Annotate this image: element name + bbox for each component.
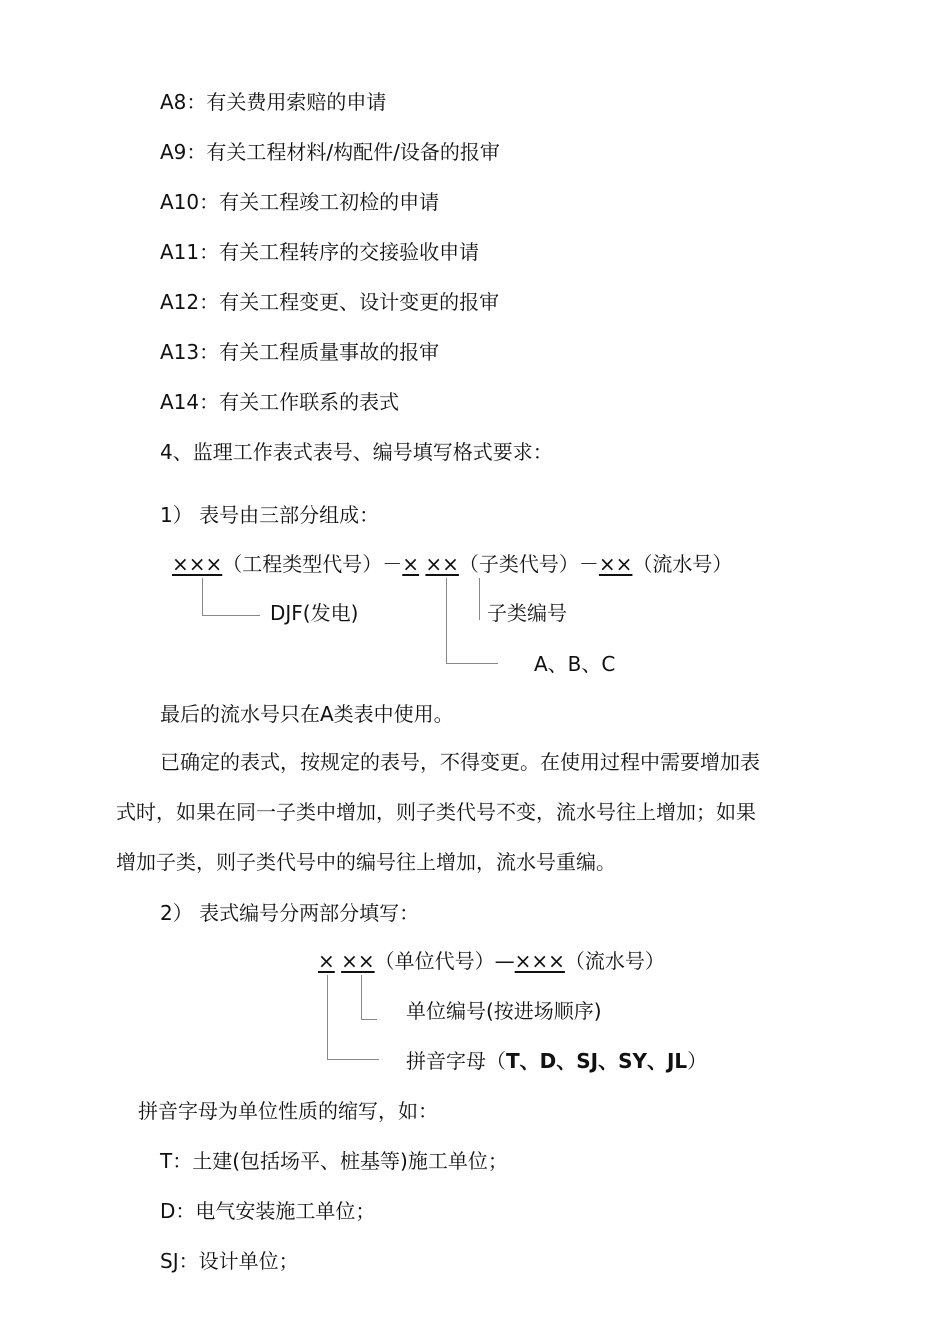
item-separator: ：	[178, 1249, 199, 1273]
list-item-sj	[160, 1248, 299, 1274]
type-code-placeholder: ×××	[172, 552, 223, 576]
annotation-pinyin-suffix: ）	[687, 1049, 708, 1073]
item-code: A14	[160, 390, 200, 414]
formula-dash: —	[494, 949, 515, 973]
formula-dash: －	[578, 552, 599, 576]
section-heading: 4、监理工作表式表号、编号填写格式要求：	[160, 440, 553, 464]
item-separator: ：	[172, 1149, 193, 1173]
serial-label: （流水号）	[632, 552, 733, 576]
list-item-a12	[160, 289, 499, 315]
annotation-abc: A、B、C	[534, 652, 616, 676]
item-code: A9	[160, 140, 187, 164]
item-code: A10	[160, 190, 200, 214]
list-item-a11	[160, 239, 479, 265]
connector-line	[327, 1059, 379, 1060]
item-text: 有关工程质量事故的报审	[219, 340, 440, 364]
connector-line	[202, 615, 260, 616]
serial-placeholder: ×××	[514, 949, 565, 973]
item-text: 土建(包括场平、桩基等)施工单位；	[192, 1149, 508, 1173]
form-number-formula	[318, 948, 665, 974]
item-separator: ：	[199, 340, 220, 364]
annotation-unit: 单位编号(按进场顺序)	[406, 999, 602, 1023]
list-item-a8	[160, 89, 386, 115]
type-code-label: （工程类型代号）	[222, 552, 383, 576]
list-item-d	[160, 1198, 375, 1224]
unit-placeholder: ××	[341, 949, 375, 973]
item-text: 有关工程竣工初检的申请	[219, 190, 440, 214]
item-separator: ：	[175, 1199, 196, 1223]
list-item-a13	[160, 339, 439, 365]
item-separator: ：	[199, 290, 220, 314]
item-code: A13	[160, 340, 200, 364]
list-item-t	[160, 1148, 508, 1174]
paragraph: 最后的流水号只在A类表中使用。	[160, 702, 454, 726]
item-separator: ：	[186, 140, 207, 164]
annotation-pinyin-prefix: 拼音字母（	[406, 1049, 506, 1073]
connector-line	[446, 578, 447, 664]
annotation-pinyin	[406, 1048, 707, 1074]
pinyin-placeholder: ×	[318, 949, 335, 973]
item-separator: ：	[199, 190, 220, 214]
formula-dash: －	[382, 552, 403, 576]
connector-line	[327, 975, 328, 1060]
unit-code-label: （单位代号）	[374, 949, 495, 973]
item-code: T	[160, 1149, 173, 1173]
item-separator: ：	[199, 240, 220, 264]
item-text: 有关工程变更、设计变更的报审	[219, 290, 500, 314]
connector-line	[202, 578, 203, 616]
connector-line	[479, 578, 480, 620]
item-code: A8	[160, 90, 187, 114]
item-code: D	[160, 1199, 176, 1223]
item-text: 设计单位；	[198, 1249, 299, 1273]
item-text: 电气安装施工单位；	[195, 1199, 376, 1223]
serial-label: （流水号）	[564, 949, 665, 973]
list-item-a9	[160, 139, 500, 165]
subclass-label: （子类代号）	[458, 552, 579, 576]
item-code: SJ	[160, 1249, 179, 1273]
annotation-pinyin-codes: T、D、SJ、SY、JL	[506, 1049, 688, 1073]
item-separator: ：	[186, 90, 207, 114]
category-placeholder: ×	[402, 552, 420, 576]
item-text: 有关工程转序的交接验收申请	[219, 240, 480, 264]
serial-placeholder: ××	[598, 552, 633, 576]
subclass-placeholder: ××	[425, 552, 459, 576]
subsection-title-2: 2） 表式编号分两部分填写：	[160, 901, 420, 925]
subsection-title-1: 1） 表号由三部分组成：	[160, 503, 380, 527]
annotation-djf: DJF(发电)	[270, 601, 359, 625]
connector-line	[361, 975, 362, 1020]
table-number-formula	[172, 551, 732, 577]
connector-line	[446, 663, 498, 664]
list-item-a14	[160, 389, 399, 415]
annotation-subclass: 子类编号	[487, 601, 567, 625]
item-separator: ：	[199, 390, 220, 414]
list-item-a10	[160, 189, 439, 215]
item-text: 有关费用索赔的申请	[206, 90, 387, 114]
paragraph-line: 已确定的表式，按规定的表号，不得变更。在使用过程中需要增加表	[160, 750, 760, 774]
connector-line	[361, 1019, 377, 1020]
item-code: A11	[160, 240, 200, 264]
item-text: 有关工作联系的表式	[219, 390, 400, 414]
paragraph-line: 增加子类，则子类代号中的编号往上增加，流水号重编。	[116, 850, 616, 874]
paragraph-line: 式时，如果在同一子类中增加，则子类代号不变，流水号往上增加；如果	[116, 800, 756, 824]
paragraph: 拼音字母为单位性质的缩写，如：	[138, 1099, 438, 1123]
item-text: 有关工程材料/构配件/设备的报审	[206, 140, 500, 164]
item-code: A12	[160, 290, 200, 314]
